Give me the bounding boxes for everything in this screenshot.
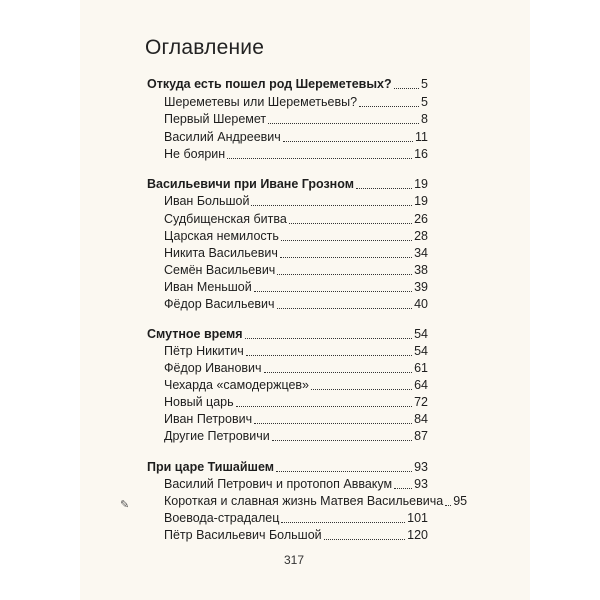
toc-entry-label: Пётр Васильевич Большой [164, 528, 322, 542]
toc-page-number: 93 [414, 477, 428, 491]
toc-page-number: 5 [421, 95, 428, 109]
toc-entry-label: Семён Васильевич [164, 263, 276, 277]
toc-leader-dots [264, 371, 413, 373]
toc-leader-dots [245, 337, 413, 339]
toc-section-label: При царе Тишайшем [147, 460, 274, 474]
page-number: 317 [284, 553, 305, 567]
toc-page-number: 39 [414, 280, 428, 294]
toc-leader-dots [227, 157, 412, 159]
toc-entry [164, 525, 428, 544]
toc-leader-dots [281, 239, 412, 241]
toc-entry-label: Не боярин [164, 147, 226, 161]
toc-entry-label: Другие Петровичи [164, 429, 270, 443]
toc-entry-label: Царская немилость [164, 229, 279, 243]
toc-leader-dots [311, 388, 412, 390]
toc-entry-label: Иван Меньшой [164, 280, 252, 294]
toc-page-number: 54 [414, 327, 428, 341]
toc-page-number: 87 [414, 429, 428, 443]
toc-entry [164, 191, 428, 210]
toc-leader-dots [272, 439, 412, 441]
toc-section-label: Откуда есть пошел род Шереметевых? [147, 77, 392, 91]
toc-leader-dots [251, 204, 412, 206]
toc-entry-label: Шереметевы или Шереметьевы? [164, 95, 358, 109]
toc-entry-label: Иван Петрович [164, 412, 253, 426]
toc-leader-dots [394, 87, 419, 89]
toc-page-number: 61 [414, 361, 428, 375]
toc-page-number: 84 [414, 412, 428, 426]
toc-page-number: 120 [407, 528, 428, 542]
toc-page-number: 34 [414, 246, 428, 260]
toc-leader-dots [280, 256, 412, 258]
toc-entry-label: Судбищенская битва [164, 212, 287, 226]
toc-entry-label: Короткая и славная жизнь Матвея Васильевича [164, 494, 444, 508]
toc-entry-label: Фёдор Васильевич [164, 297, 275, 311]
toc-leader-dots [254, 422, 412, 424]
toc-page-number: 101 [407, 511, 428, 525]
toc-entry-label: Воевода-страдалец [164, 511, 280, 525]
toc-entry [164, 294, 428, 313]
toc-leader-dots [289, 222, 412, 224]
toc-page-number: 26 [414, 212, 428, 226]
page-title: Оглавление [145, 36, 265, 59]
toc-entry-label: Чехарда «самодержцев» [164, 378, 310, 392]
toc-entry-label: Первый Шеремет [164, 112, 267, 126]
toc-leader-dots [277, 307, 413, 309]
toc-entry [164, 144, 428, 163]
toc-section [147, 74, 428, 93]
toc-entry-label: Иван Большой [164, 194, 250, 208]
toc-page-number: 8 [421, 112, 428, 126]
toc-section-label: Васильевичи при Иване Грозном [147, 177, 354, 191]
toc-leader-dots [254, 290, 412, 292]
toc-page-number: 19 [414, 194, 428, 208]
toc-leader-dots [359, 105, 419, 107]
toc-entry-label: Пётр Никитич [164, 344, 244, 358]
toc-leader-dots [281, 521, 405, 523]
toc-leader-dots [246, 354, 412, 356]
toc-leader-dots [394, 487, 412, 489]
toc-page-number: 93 [414, 460, 428, 474]
toc-page-number: 38 [414, 263, 428, 277]
toc-leader-dots [445, 504, 451, 506]
toc-page-number: 95 [453, 494, 468, 508]
toc-page-number: 28 [414, 229, 428, 243]
toc-section-label: Смутное время [147, 327, 243, 341]
toc-page-number: 40 [414, 297, 428, 311]
toc-leader-dots [324, 538, 406, 540]
toc-entry-label: Фёдор Иванович [164, 361, 262, 375]
toc-entry-label: Василий Петрович и протопоп Аввакум [164, 477, 393, 491]
toc-entry-label: Новый царь [164, 395, 234, 409]
toc-page-number: 54 [414, 344, 428, 358]
toc-entry-label: Никита Васильевич [164, 246, 278, 260]
toc-page-number: 72 [414, 395, 428, 409]
toc-leader-dots [356, 187, 412, 189]
toc-entry [164, 426, 428, 445]
toc-leader-dots [276, 470, 412, 472]
toc-leader-dots [236, 405, 412, 407]
toc-leader-dots [283, 140, 413, 142]
toc-page-number: 16 [414, 147, 428, 161]
toc-entry [164, 109, 428, 128]
toc-page-number: 19 [414, 177, 428, 191]
toc-leader-dots [268, 122, 419, 124]
toc-leader-dots [277, 273, 412, 275]
toc-page-number: 5 [421, 77, 428, 91]
toc-page-number: 64 [414, 378, 428, 392]
toc-entry-label: Василий Андреевич [164, 130, 281, 144]
toc-page-number: 11 [415, 130, 428, 144]
margin-mark-glyph: ✎ [120, 499, 130, 511]
